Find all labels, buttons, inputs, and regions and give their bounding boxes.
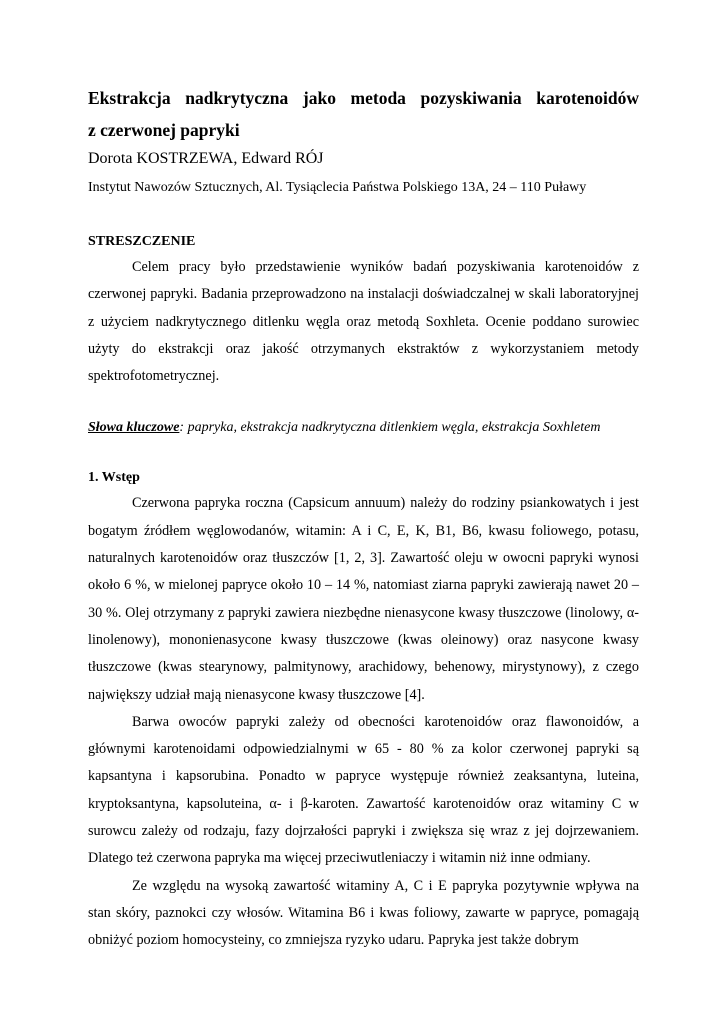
abstract-heading: STRESZCZENIE (88, 234, 196, 249)
intro-paragraph-2: Barwa owoców papryki zależy od obecności karotenoidów oraz flawonoidów, a głównymi karotenoidami odpowiedzialnymi w 65 - 80 % za kolor czerwonej papryki są kapsantyna i kapsorubina. Ponadto w papryce występuje również zeaksantyna, luteina, kryptoksantyna, kapsoluteina, α- i β-karoten. Zawartość karotenoidów oraz witaminy C w surowcu zależy od rodzaju, fazy dojrzałości papryki i zwiększa się wraz z jej dojrzewaniem. Dlatego też czerwona papryka ma więcej przeciwutleniaczy i witamin niż inne odmiany. (88, 713, 639, 867)
paper-title (88, 82, 639, 146)
abstract-paragraph: Celem pracy było przedstawienie wyników badań pozyskiwania karotenoidów z czerwonej papryki. Badania przeprowadzono na instalacji doświadczalnej w skali laboratoryjnej z użyciem nadkrytycznego ditlenku węgla oraz metodą Soxhleta. Ocenie poddano surowiec użyty do ekstrakcji oraz jakość otrzymanych ekstraktów z wykorzystaniem metody spektrofotometrycznej. (88, 259, 639, 385)
paper-title-line-1: Ekstrakcja nadkrytyczna jako metoda pozyskiwania karotenoidów (88, 88, 639, 108)
authors: Dorota KOSTRZEWA, Edward RÓJ (88, 150, 324, 167)
keywords-text: : papryka, ekstrakcja nadkrytyczna ditlenkiem węgla, ekstrakcja Soxhletem (179, 420, 601, 436)
intro-paragraph-1: Czerwona papryka roczna (Capsicum annuum) należy do rodziny psiankowatych i jest bogatym źródłem węglowodanów, witamin: A i C, E, K, B1, B6, kwasu foliowego, potasu, naturalnych karotenoidów oraz tłuszczów [1, 2, 3]. Zawartość oleju w owocni papryki wynosi około 6 %, w mielonej papryce około 10 – 14 %, natomiast ziarna papryki zawierają nawet 20 – 30 %. Olej otrzymany z papryki zawiera niezbędne nienasycone kwasy tłuszczowe (linolowy, α-linolenowy), mononienasycone kwasy tłuszczowe (kwas oleinowy) oraz nasycone kwasy tłuszczowe (kwas stearynowy, palmitynowy, arachidowy, behenowy, mirystynowy), z czego największy udział mają nienasycone kwasy tłuszczowe [4]. (88, 495, 639, 703)
document-page (88, 82, 639, 955)
keywords (88, 418, 639, 438)
intro-heading: 1. Wstęp (88, 470, 140, 486)
paper-title-line-2: z czerwonej papryki (88, 120, 240, 140)
intro-paragraph-3: Ze względu na wysoką zawartość witaminy A, C i E papryka pozytywnie wpływa na stan skóry, paznokci czy włosów. Witamina B6 i kwas foliowy, zawarte w papryce, pomagają obniżyć poziom homocysteiny, co zmniejsza ryzyko udaru. Papryka jest także dobrym (88, 877, 639, 949)
affiliation: Instytut Nawozów Sztucznych, Al. Tysiąclecia Państwa Polskiego 13A, 24 – 110 Puławy (88, 180, 587, 195)
keywords-label: Słowa kluczowe (88, 420, 180, 436)
